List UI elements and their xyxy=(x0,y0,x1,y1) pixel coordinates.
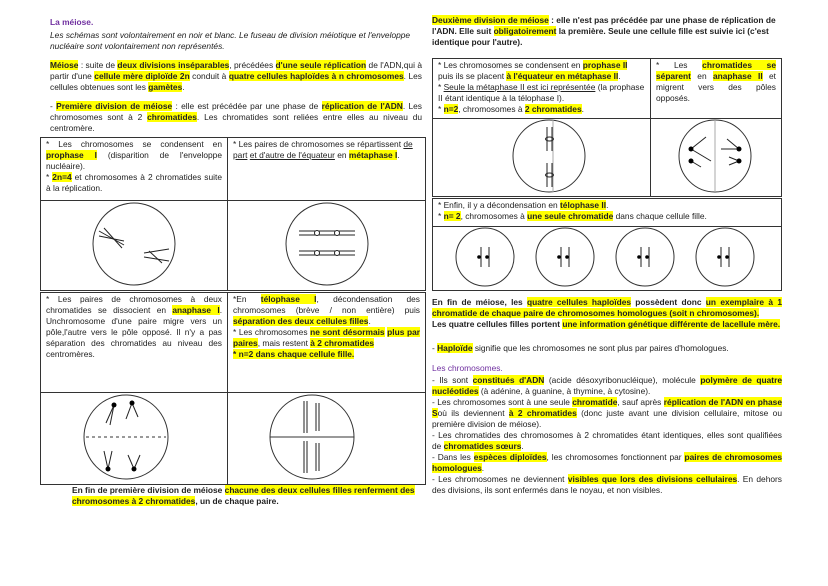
table-telophase2 xyxy=(432,198,782,291)
text-segment: prophase II xyxy=(582,60,628,70)
text-segment: , chromosomes à xyxy=(458,104,525,114)
text-segment: métaphase I xyxy=(348,150,398,160)
text-segment: anaphase II xyxy=(712,71,763,81)
text-segment: , les chromosomes fonctionnent par xyxy=(546,452,685,462)
cell-telophase2-text xyxy=(433,199,782,227)
table-first-division-b xyxy=(40,292,426,485)
text-segment: Les quatre cellules filles portent xyxy=(432,319,563,329)
text-segment: dans chaque cellule fille. xyxy=(613,211,707,221)
text-segment: - xyxy=(50,101,57,111)
text-segment: - xyxy=(432,343,438,353)
daughter-cell xyxy=(696,228,754,286)
text-segment: . xyxy=(481,463,485,473)
text-segment: télophase II xyxy=(560,200,607,210)
text-segment: une seule chromatide xyxy=(527,211,614,221)
metaphase2-diagram xyxy=(433,119,651,197)
text-segment: * xyxy=(438,104,444,114)
text-segment: , chromosomes à xyxy=(460,211,528,221)
text-segment: , précédées xyxy=(229,60,276,70)
text-segment: * Les paires de chromosomes se répartissent xyxy=(233,139,404,149)
text-segment: Seule la métaphase II est ici représentée xyxy=(443,82,596,92)
text-segment: polymère de quatre nucléotides xyxy=(432,375,783,396)
anaphase1-diagram xyxy=(41,393,228,485)
text-segment: . xyxy=(182,82,185,92)
text-segment: * Les chromosomes se condensent en xyxy=(438,60,583,70)
text-segment: . xyxy=(521,441,524,451)
cell-anaphase2-text xyxy=(651,59,782,119)
anaphase2-text xyxy=(656,60,776,104)
daughter-cell xyxy=(616,228,674,286)
text-segment: 2n=4 xyxy=(52,172,72,182)
chromosome-fact xyxy=(432,375,782,397)
chromosomes-list xyxy=(432,375,782,496)
daughter-cells-paragraph xyxy=(432,319,782,330)
text-segment: . xyxy=(368,316,371,326)
text-segment: deux divisions inséparables xyxy=(117,60,230,70)
cell-prophase1-text xyxy=(41,138,228,201)
table-first-division-a xyxy=(40,137,426,291)
text-segment: chromatides se séparent xyxy=(656,60,776,81)
meiose-end-paragraph xyxy=(432,297,782,319)
text-segment: gamètes xyxy=(148,82,183,92)
text-segment: * Les xyxy=(656,60,703,70)
text-segment: de l'ADN,qui à partir d'une xyxy=(50,60,422,81)
text-segment: 2 chromatides xyxy=(524,104,582,114)
prophase2-ploidy xyxy=(438,104,645,115)
text-segment: chromatide xyxy=(572,397,618,407)
text-segment: , décondensation des chromosomes (brève / non entière) puis xyxy=(233,294,420,315)
text-segment: une information génétique différente de lacellule mère. xyxy=(562,319,781,329)
cell-telophase1-text xyxy=(228,293,426,393)
prophase2-note xyxy=(438,82,645,104)
text-segment: . xyxy=(581,104,584,114)
text-segment: (la prophase II étant identique à la télophase I). xyxy=(438,82,645,103)
first-division-conclusion xyxy=(72,485,424,507)
text-segment: . Les chromosomes sont à 2 xyxy=(50,101,422,122)
prophase2-text xyxy=(438,60,645,82)
daughter-cell xyxy=(456,228,514,286)
text-segment: chromatides xyxy=(147,112,197,122)
text-segment: , un de chaque paire. xyxy=(195,496,279,506)
text-segment: Méiose xyxy=(50,60,79,70)
text-segment: conduit à xyxy=(189,71,229,81)
text-segment: . Unchromosome d'une paire migre vers un pôle,l'autre vers le pôle opposé. Il n'y a pas séparation des chromatides au niveau des centromères. xyxy=(46,305,223,359)
text-segment: n= 2 xyxy=(443,211,461,221)
premiere-division-paragraph xyxy=(50,101,422,134)
text-segment: : elle n'est pas précédée par une phase de réplication de l'ADN. Elle suit xyxy=(432,15,776,36)
telophase2-ploidy xyxy=(438,211,776,222)
cell-anaphase1-text xyxy=(41,293,228,393)
anaphase2-diagram xyxy=(651,119,782,197)
text-segment: et chromosomes à 2 chromatides suite à la réplication. xyxy=(46,172,222,193)
text-segment: . xyxy=(606,200,609,210)
text-segment: chacune des deux cellules filles renferment des chromosomes à 2 chromatides xyxy=(72,485,415,506)
text-segment: * Enfin, il y a décondensation en xyxy=(438,200,560,210)
daughter-cell xyxy=(536,228,594,286)
text-segment: . En dehors des divisions, ils sont enfermés dans le noyau, et non visibles. xyxy=(432,474,782,495)
text-segment: de part xyxy=(233,139,413,160)
deuxieme-division-paragraph xyxy=(432,15,782,48)
text-segment: à 2 chromatides xyxy=(508,408,577,418)
chromosome-fact xyxy=(432,474,782,496)
text-segment: : elle est précédée par une phase de xyxy=(172,101,322,111)
text-segment: paires de chromosomes homologues xyxy=(432,452,783,473)
text-segment: En fin de première division de méiose xyxy=(72,485,225,495)
text-segment: en xyxy=(334,150,349,160)
text-segment: un exemplaire à 1 chromatide de chaque paire de chromosomes homologues (soit n chromosomes). xyxy=(432,297,782,318)
text-segment: (donc juste avant une division cellulaire, mitose ou première division de méiose). xyxy=(432,408,782,429)
text-segment: En fin de méiose, les xyxy=(432,297,528,307)
text-segment: et d'autre de l'équateur xyxy=(249,150,335,160)
text-segment: réplication de l'ADN xyxy=(321,101,403,111)
text-segment: . Les chromatides sont reliées entre elles au niveau du centromère. xyxy=(50,112,423,133)
meiose-definition xyxy=(50,60,422,93)
telophase1-text xyxy=(233,294,420,327)
text-segment: *En xyxy=(233,294,261,304)
text-segment: et migrent vers des pôles opposés. xyxy=(656,71,776,103)
text-segment: - Les chromatides des chromosomes à 2 chromatides étant identiques, elles sont qualifiées de xyxy=(432,430,782,451)
text-segment: n=2 xyxy=(443,104,459,114)
cell-metaphase1-text xyxy=(228,138,426,201)
text-segment: . xyxy=(397,150,400,160)
text-segment: * xyxy=(438,211,444,221)
intro-note xyxy=(50,30,422,52)
prophase1-diagram xyxy=(41,201,228,291)
text-segment: . xyxy=(618,71,621,81)
text-segment: plus par paires xyxy=(233,327,420,348)
text-segment: d'une seule réplication xyxy=(275,60,367,70)
text-segment: visibles que lors des divisions cellulaires xyxy=(567,474,738,484)
prophase1-ploidy xyxy=(46,172,222,194)
text-segment: télophase I xyxy=(260,294,317,304)
chromosome-fact xyxy=(432,430,782,452)
text-segment: à l'équateur en métaphase II xyxy=(506,71,619,81)
text-segment: (disparition de l'enveloppe nucléaire). xyxy=(46,150,222,171)
text-segment: * xyxy=(46,172,53,182)
text-segment: constitués d'ADN xyxy=(472,375,545,385)
text-segment: (à adénine, à guanine, à thymine, à cytosine). xyxy=(478,386,651,396)
chromosome-fact xyxy=(432,397,782,430)
telophase2-diagram xyxy=(433,227,782,291)
text-segment: cellule mère diploïde 2n xyxy=(94,71,190,81)
text-segment: (acide désoxyribonucléique), molécule xyxy=(544,375,701,385)
text-segment: - Les chromosomes ne deviennent xyxy=(432,474,568,484)
metaphase1-diagram xyxy=(228,201,426,291)
text-segment: quatre cellules haploïdes à n chromosomes xyxy=(228,71,404,81)
text-segment: quatre cellules haploïdes xyxy=(527,297,632,307)
telophase2-text xyxy=(438,200,776,211)
text-segment: réplication de l'ADN en phase S xyxy=(432,397,783,418)
text-segment: la première. Seule une cellule fille est suivie ici (c'est identique pour l'autre). xyxy=(432,26,769,47)
text-segment: où ils deviennent xyxy=(437,408,509,418)
text-segment: - Les chromosomes sont à une seule xyxy=(432,397,573,407)
text-segment: , sauf après xyxy=(617,397,664,407)
prophase1-text xyxy=(46,139,222,172)
text-segment: séparation des deux cellules filles xyxy=(233,316,369,326)
text-segment: * n=2 dans chaque cellule fille. xyxy=(233,349,355,359)
text-segment: Les schémas sont volontairement en noir et blanc. Le fuseau de division méiotique et l'enveloppe nucléaire sont volontairement non représentés. xyxy=(50,30,411,51)
section-title-meiose: La méiose. xyxy=(50,17,94,27)
text-segment: Deuxième division de méiose xyxy=(432,15,549,25)
haploide-definition xyxy=(432,343,782,354)
text-segment: en xyxy=(690,71,713,81)
text-segment: : suite de xyxy=(78,60,118,70)
cell-prophase2-text xyxy=(433,59,651,119)
text-segment: * Les paires de chromosomes à deux chromatides se dissocient en xyxy=(46,294,222,315)
telophase1-ploidy xyxy=(233,349,420,360)
text-segment: espèces diploïdes xyxy=(473,452,547,462)
table-second-division xyxy=(432,58,782,197)
text-segment: possèdent donc xyxy=(631,297,706,307)
text-segment: anaphase I xyxy=(172,305,220,315)
text-segment: signifie que les chromosomes ne sont plus par paires d'homologues. xyxy=(472,343,729,353)
text-segment: , mais restent xyxy=(257,338,311,348)
text-segment: Première division de méiose xyxy=(56,101,173,111)
text-segment: chromatides sœurs xyxy=(443,441,522,451)
text-segment: . Les cellules obtenues sont les xyxy=(50,71,422,92)
text-segment: ne sont désormais xyxy=(310,327,385,337)
section-title-chromosomes: Les chromosomes. xyxy=(432,363,503,373)
telophase1-diagram xyxy=(228,393,426,485)
anaphase1-text xyxy=(46,294,222,360)
text-segment: - Ils sont xyxy=(432,375,473,385)
text-segment: * Les chromosomes se condensent en xyxy=(46,139,222,149)
text-segment: * xyxy=(438,82,444,92)
text-segment: puis ils se placent xyxy=(438,71,507,81)
text-segment: à 2 chromatides xyxy=(310,338,375,348)
text-segment: obligatoirement xyxy=(493,26,557,36)
text-segment: * Les chromosomes xyxy=(233,327,311,337)
text-segment: Haploïde xyxy=(437,343,473,353)
metaphase1-text xyxy=(233,139,420,161)
text-segment: prophase I xyxy=(46,150,97,160)
chromosome-fact xyxy=(432,452,782,474)
telophase1-chromosomes xyxy=(233,327,420,349)
text-segment: - Dans les xyxy=(432,452,474,462)
